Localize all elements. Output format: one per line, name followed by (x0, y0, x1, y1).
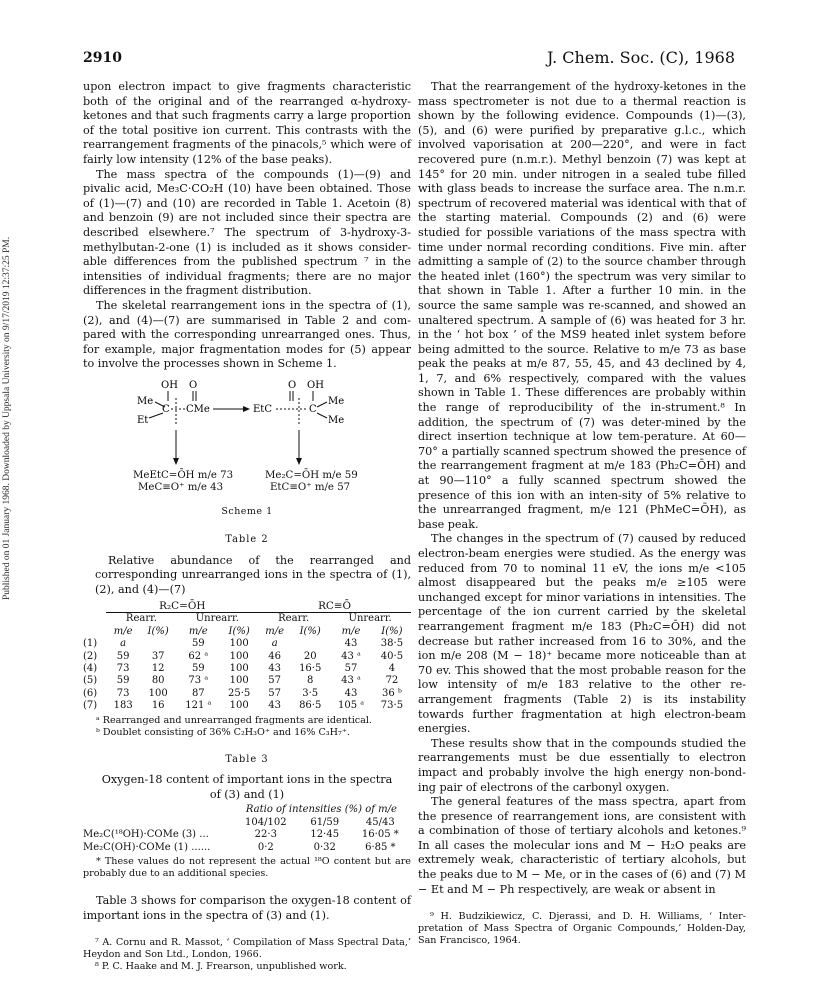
table-cell: 38·5 (380, 638, 404, 650)
table-row (83, 663, 411, 675)
table-cell: 12 (151, 662, 165, 674)
table-cell: 57 (344, 662, 358, 674)
table-2-caption: Table 2 (225, 534, 269, 546)
column-header: m/e (341, 625, 361, 637)
column-header: I(%) (228, 625, 250, 637)
table-footnote: ᵇ Doublet consisting of 36% C₂H₃O⁺ and 16% C₃H₇⁺. (96, 726, 350, 738)
table-cell: 87 (191, 687, 205, 699)
table-3 (83, 804, 411, 854)
table-cell: 16·5 (299, 662, 322, 674)
table-cell: 20 (303, 650, 317, 662)
table-2 (83, 600, 411, 713)
table-cell: 59 (191, 662, 205, 674)
reference: ⁷ A. Cornu and R. Massot, ‘ Compilation of Mass Spectral Data,’ Heydon and Son Ltd., London, 1966. (83, 937, 411, 961)
group-header: R₂C=ŌH (159, 599, 206, 612)
table-cell: 59 (116, 675, 130, 687)
table-cell: 57 (268, 687, 282, 699)
reference: ⁸ P. C. Haake and M. J. Frearson, unpublished work. (95, 961, 347, 973)
table-3-caption: Table 3 (225, 753, 269, 765)
svg-text:Me: Me (328, 395, 345, 407)
table-row (83, 675, 411, 687)
column-header: I(%) (381, 625, 403, 637)
table-cell: 105 ᵃ (337, 700, 365, 712)
table-cell: (5) (83, 675, 98, 687)
paragraph: The changes in the spectrum of (7) caused by reduced electron-beam energies were studied. As the energy was reduced from 70 to nominal 11 eV, the ions m/e <105 almost disappeared but the peaks m/e ≥105 were unchanged except for minor variations in intensities. The percentage of the ion current carried by the skeletal rearrangement fragment m/e 183 (Ph₂C=ŌH) did not decrease but rather increased from 16 to 30%, and the ion m/e 208 (M − 18)⁺ became more noticeable than at 70 ev. This showed that the most probable reason for the low intensity of m/e 183 relative to the other re-arrangement fragments (Table 2) is its instability towards further fragmentation at high electron-beam energies. (418, 532, 746, 736)
table-cell: 43 (268, 662, 282, 674)
table-cell: 40·5 (380, 650, 404, 662)
table-row (83, 829, 411, 841)
table-cell: 36 ᵇ (381, 687, 402, 699)
table-cell: (6) (83, 687, 98, 699)
paragraph: These results show that in the compounds studied the rearrangements must be due essentially to electron impact and probably involve the high energy non-bond-ing pair of electrons of the carbonyl oxygen. (418, 736, 746, 794)
table-cell: 100 (229, 675, 249, 687)
table-cell: 43 (268, 700, 282, 712)
download-watermark: Published on 01 January 1968. Downloaded by Uppsala University on 9/17/2019 12:37:25 PM. (2, 236, 12, 600)
table-cell: 100 (229, 700, 249, 712)
table-cell: 0·32 (313, 841, 336, 853)
table-cell: 46 (268, 650, 282, 662)
sub-header: Unrearr. (329, 613, 411, 626)
table-cell: a (120, 638, 127, 650)
column-header: 61/59 (310, 816, 340, 828)
sub-header: Rearr. (258, 613, 329, 626)
scheme-ion: EtC≡O⁺ m/e 57 (270, 481, 351, 493)
table-cell: 86·5 (299, 700, 322, 712)
group-header: RC≡Ō (318, 599, 352, 612)
table-cell: 100 (229, 662, 249, 674)
table-cell (291, 638, 329, 650)
column-header: m/e (188, 625, 208, 637)
journal-header: J. Chem. Soc. (C), 1968 (546, 48, 735, 67)
column-header: m/e (113, 625, 133, 637)
table-cell: 73 (116, 662, 130, 674)
paragraph: The general features of the mass spectra, apart from the presence of rearrangement ions, are consistent with a combination of those of tertiary alcohols and ketones.⁹ In all cases the molecular ions and M − H₂O peaks are extremely weak, characteristic of tertiary alcohols, but the peaks due to M − Me, or in the cases of (6) and (7) M − Et and M − Ph respectively, are weak or absent in (418, 795, 746, 896)
table-cell: 8 (307, 675, 314, 687)
svg-text:CMe: CMe (186, 403, 210, 415)
svg-text:Et: Et (137, 414, 149, 426)
table-cell: 22·3 (254, 829, 277, 841)
scheme-ion: MeC≡O⁺ m/e 43 (138, 481, 224, 493)
sub-header: Rearr. (106, 613, 176, 626)
table-cell: (7) (83, 700, 98, 712)
paragraph: That the rearrangement of the hydroxy-ketones in the mass spectrometer is not due to a thermal reaction is shown by the following evidence. Compounds (1)—(3), (5), and (6) were purified by preparative g.l.c., which involved vaporisation at 200—220°, and were in fact recovered pure (n.m.r.). Methyl benzoin (7) was kept at 145° for 20 min. under nitrogen in a sealed tube filled with glass beads to increase the surface area. The n.m.r. spectrum of recovered material was identical with that of the starting material. Compounds (2) and (6) were studied for possible variations of the mass spectra with time under normal recording conditions. Five min. after admitting a sample of (2) to the source chamber through the heated inlet (160°) the spectrum was very similar to that shown in Table 1. After a further 10 min. in the source the same sample was re-scanned, and showed an unaltered spectrum. A sample of (6) was heated for 3 hr. in the ‘ hot box ’ of the MS9 heated inlet system before being admitted to the source. Relative to m/e 73 as base peak the peaks at m/e 87, 55, 45, and 43 declined by 4, 1, 7, and 6% respectively, compared with the values shown in Table 1. These differences are probably within the range of reproducibility of the in-strument.⁸ In addition, the spectrum of (7) was deter-mined by the direct insertion technique at low tem-perature. At 60—70° a partially scanned spectrum showed the presence of the rearrangement fragment at m/e 183 (Ph₂C=ŌH) and at 90—110° a fully scanned spectrum showed the presence of this ion with an inten-sity of 5% relative to the unrearranged fragment, m/e 121 (PhMeC=ŌH), as base peak. (418, 80, 746, 531)
svg-text:Me: Me (137, 395, 154, 407)
page-number: 2910 (83, 50, 122, 66)
table-cell: 43 (344, 687, 358, 699)
table-3-description: Oxygen-18 content of important ions in the spectra of (3) and (1) (101, 773, 393, 801)
column-header: I(%) (299, 625, 321, 637)
table-cell: 57 (268, 675, 282, 687)
table-cell: 43 ᵃ (341, 650, 361, 662)
right-column (418, 80, 746, 947)
table-row (83, 688, 411, 700)
footnote-references (418, 911, 746, 947)
table-2-body (83, 638, 411, 712)
table-cell: 121 ᵃ (185, 700, 212, 712)
paragraph: The mass spectra of the compounds (1)—(9) and pivalic acid, Me₃C·CO₂H (10) have been obtained. Those of (1)—(7) and (10) are recorded in Table 1. Acetoin (8) and benzoin (9) are not included since their spectra are described elsewhere.⁷ The spectrum of 3-hydroxy-3-methylbutan-2-one (1) is included as it shows consider-able differences from the published spectrum ⁷ in the intensities of individual fragments; there are no major differences in the fragment distribution. (83, 167, 411, 298)
table-cell: 100 (229, 650, 249, 662)
svg-text:C: C (162, 403, 170, 415)
table-cell: 4 (388, 662, 396, 674)
table-cell: 80 (151, 675, 165, 687)
table-cell: 100 (229, 638, 249, 650)
left-column (83, 80, 411, 973)
svg-text:C: C (309, 403, 317, 415)
table-cell: 0·2 (257, 841, 274, 853)
table-cell: (4) (83, 662, 98, 674)
svg-text:EtC: EtC (253, 403, 272, 415)
table-cell: 73·5 (380, 700, 404, 712)
table-cell: 12·45 (310, 829, 340, 841)
column-header: 104/102 (245, 816, 287, 828)
svg-text:O: O (189, 379, 198, 391)
table-cell: 43 ᵃ (341, 675, 361, 687)
paragraph: Table 3 shows for comparison the oxygen-18 content of important ions in the spectra of (3) and (1). (83, 894, 411, 922)
svg-text:OH: OH (307, 379, 324, 391)
table-cell: 37 (151, 650, 165, 662)
scheme-1-figure (83, 378, 411, 503)
svg-text:O: O (288, 379, 297, 391)
scheme-ion: MeEtC=ŌH m/e 73 (133, 469, 234, 481)
table-cell: 72 (385, 675, 399, 687)
table-3-body (83, 829, 411, 854)
paragraph: The skeletal rearrangement ions in the spectra of (1), (2), and (4)—(7) are summarised in Table 2 and com-pared with the corresponding unrearranged ones. Thus, for example, major fragmentation modes for (5) appear to involve the processes shown in Scheme 1. (83, 298, 411, 371)
scheme-ion: Me₂C=ŌH m/e 59 (265, 469, 358, 481)
table-cell: 73 (116, 687, 130, 699)
table-cell: (1) (83, 638, 98, 650)
table-row (83, 700, 411, 712)
column-header: m/e (265, 625, 285, 637)
table-row (83, 842, 411, 854)
table-cell: 3·5 (302, 687, 319, 699)
svg-text:OH: OH (161, 379, 178, 391)
table-cell: (2) (83, 650, 98, 662)
table-cell: Me₂C(¹⁸OH)·COMe (3) ... (83, 829, 209, 841)
table-cell: 62 ᵃ (188, 650, 209, 662)
table-row (83, 638, 411, 650)
table-cell: 73 ᵃ (188, 675, 209, 687)
scheme-caption: Scheme 1 (221, 505, 273, 517)
column-header: I(%) (147, 625, 169, 637)
table-cell: 6·85 * (365, 841, 396, 853)
table-cell: 43 (344, 638, 358, 650)
table-footnote: * These values do not represent the actual ¹⁸O content but are probably due to an additional species. (83, 856, 411, 880)
table-footnote: ᵃ Rearranged and unrearranged fragments are identical. (96, 714, 372, 726)
table-cell: 16 (151, 700, 165, 712)
table-2-description: Relative abundance of the rearranged and corresponding unrearranged ions in the spectra of (1), (2), and (4)—(7) (95, 554, 411, 596)
table-cell: Me₂C(OH)·COMe (1) ...... (83, 841, 211, 853)
table-row (83, 651, 411, 663)
table-cell: 25·5 (228, 687, 251, 699)
ratio-header: Ratio of intensities (%) of m/e (245, 804, 397, 816)
paragraph: upon electron impact to give fragments characteristic both of the original and of the rearranged α-hydroxy-ketones and that such fragments carry a large proportion of the total positive ion current. This contrasts with the rearrangement fragments of the pinacols,⁵ which were of fairly low intensity (12% of the base peaks). (83, 80, 411, 166)
table-cell: 59 (116, 650, 130, 662)
table-cell: a (271, 638, 278, 650)
table-cell: 183 (113, 700, 133, 712)
svg-text:Me: Me (328, 414, 345, 426)
reference: ⁹ H. Budzikiewicz, C. Djerassi, and D. H. Williams, ‘ Inter-pretation of Mass Spectra of Organic Compounds,’ Holden-Day, San Francisco, 1964. (418, 911, 746, 947)
table-cell: 59 (191, 638, 205, 650)
table-cell: 100 (148, 687, 168, 699)
table-cell: 16·05 * (361, 829, 399, 841)
column-header: 45/43 (365, 816, 395, 828)
sub-header: Unrearr. (176, 613, 258, 626)
footnote-references (83, 937, 411, 973)
table-cell (140, 638, 177, 650)
